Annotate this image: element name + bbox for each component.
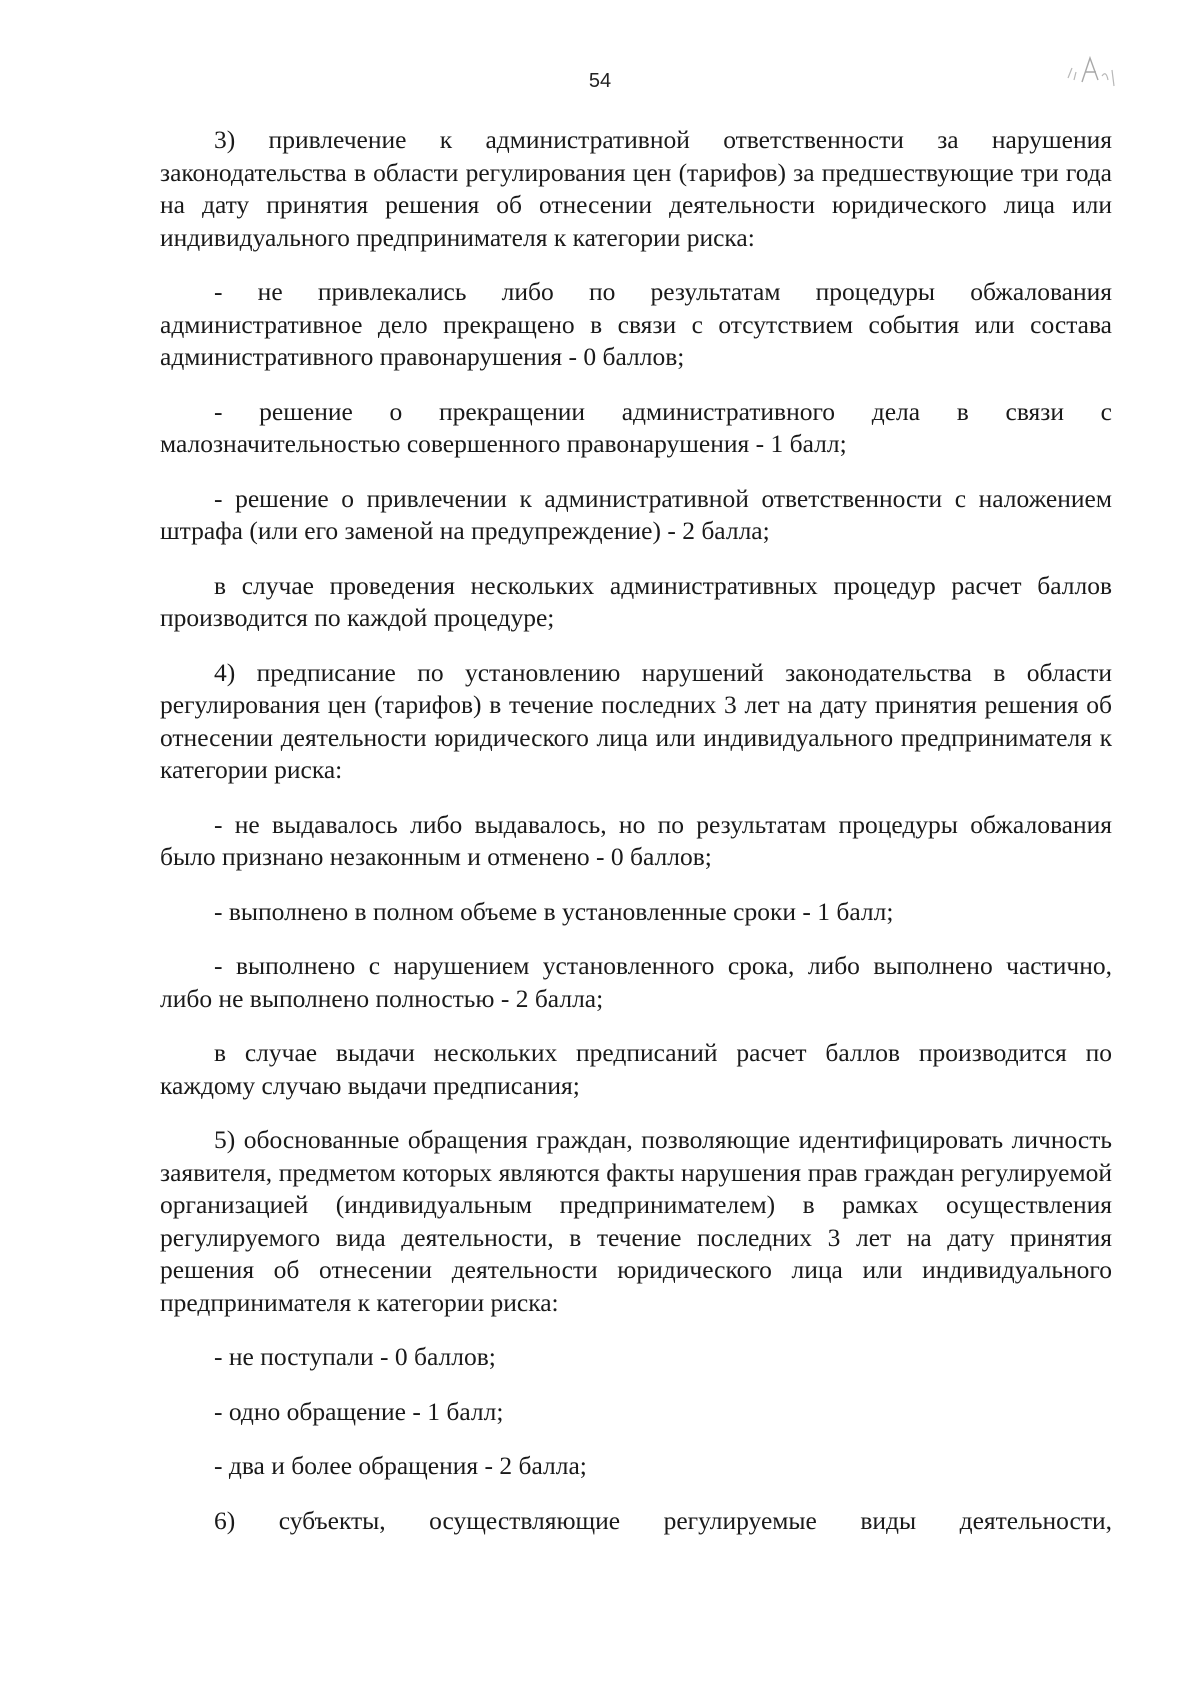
page-number: 54 <box>588 70 612 92</box>
paragraph-item-4: 4) предписание по установлению нарушений законодательства в области регулирования цен (тарифов) в течение последних 3 лет на дату принятия решения об отнесении деятельности юридического лица или индивидуального предпринимателя к категории риска: <box>160 657 1112 784</box>
paragraph-item-4-option-2: - выполнено с нарушением установленного срока, либо выполнено частично, либо не выполнено полностью - 2 балла; <box>160 951 1112 1013</box>
paragraph-item-5-option-2: - два и более обращения - 2 балла; <box>214 1451 587 1480</box>
paragraph-item-4-note: в случае выдачи нескольких предписаний расчет баллов производится по каждому случаю выдачи предписания; <box>160 1038 1112 1100</box>
paragraph-item-5: 5) обоснованные обращения граждан, позволяющие идентифицировать личность заявителя, предметом которых являются факты нарушения прав граждан регулируемой организацией (индивидуальным предпринимателем) в рамках осуществления регулируемого вида деятельности, в течение последних 3 лет на дату принятия решения об отнесении деятельности юридического лица или индивидуального предпринимателя к категории риска: <box>160 1125 1112 1317</box>
handwritten-mark-icon <box>1060 50 1120 90</box>
paragraph-item-3-option-0: - не привлекались либо по результатам процедуры обжалования административное дело прекращено в связи с отсутствием события или состава административного правонарушения - 0 баллов; <box>160 277 1112 371</box>
paragraph-item-3-note: в случае проведения нескольких административных процедур расчет баллов производится по каждой процедуре; <box>160 570 1112 632</box>
paragraph-item-4-option-1: - выполнено в полном объеме в установленные сроки - 1 балл; <box>214 896 894 926</box>
document-body <box>160 124 1112 1559</box>
paragraph-item-3: 3) привлечение к административной ответственности за нарушения законодательства в области регулирования цен (тарифов) за предшествующие три года на дату принятия решения об отнесении деятельности юридического лица или индивидуального предпринимателя к категории риска: <box>160 125 1112 252</box>
paragraph-item-5-option-1: - одно обращение - 1 балл; <box>214 1396 504 1426</box>
paragraph-item-3-option-2: - решение о привлечении к административной ответственности с наложением штрафа (или его заменой на предупреждение) - 2 балла; <box>160 483 1112 545</box>
paragraph-item-6: 6) субъекты, осуществляющие регулируемые виды деятельности, <box>214 1505 1112 1535</box>
paragraph-item-5-option-0: - не поступали - 0 баллов; <box>214 1342 496 1371</box>
paragraph-item-4-option-0: - не выдавалось либо выдавалось, но по результатам процедуры обжалования было признано незаконным и отменено - 0 баллов; <box>160 809 1112 871</box>
paragraph-item-3-option-1: - решение о прекращении административного дела в связи с малозначительностью совершенного правонарушения - 1 балл; <box>160 396 1112 458</box>
